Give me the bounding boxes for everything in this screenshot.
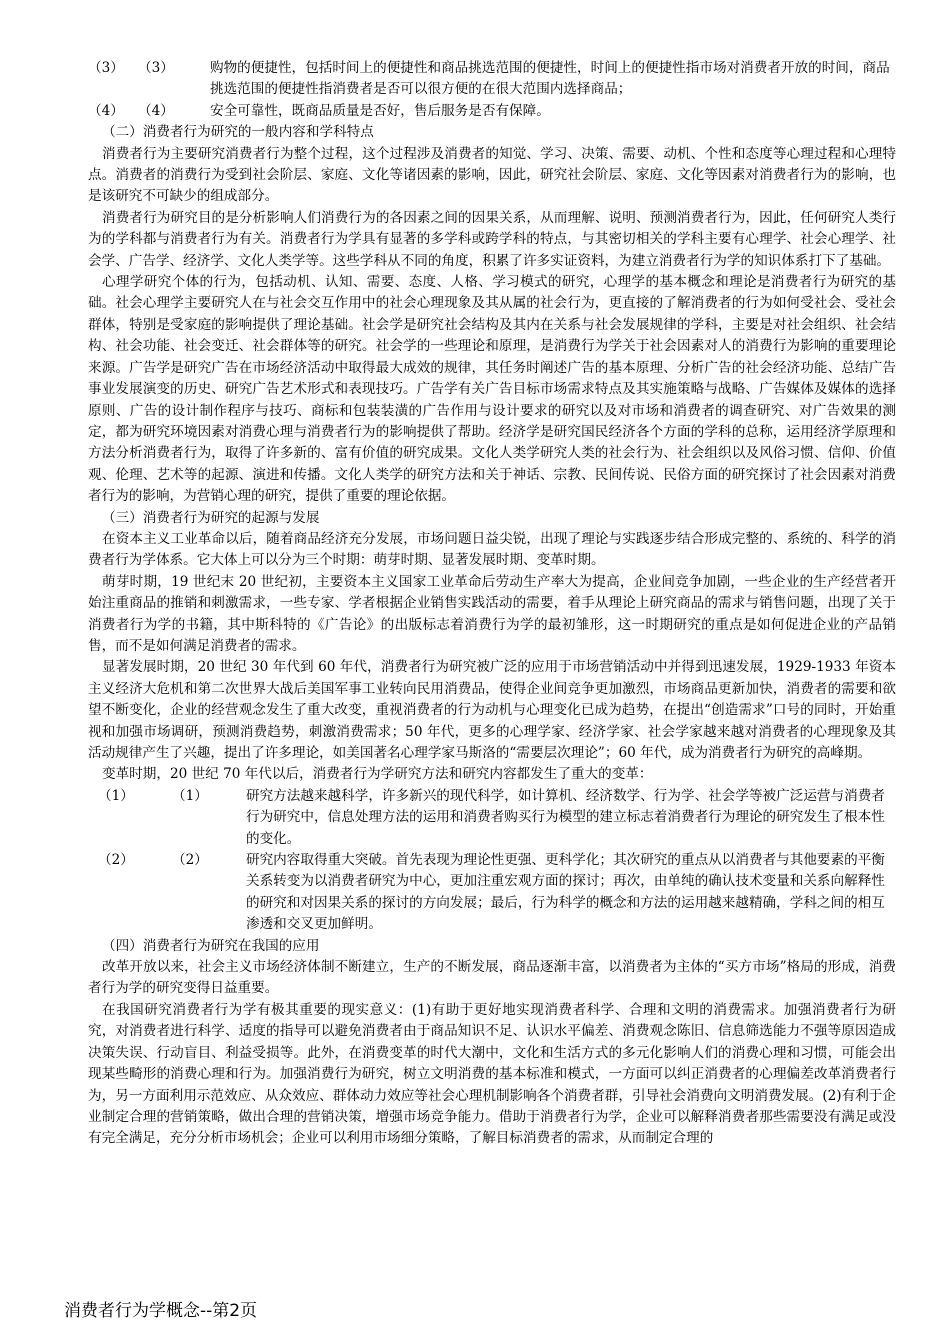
paragraph: 萌芽时期，19 世纪末 20 世纪初，主要资本主义国家工业革命后劳动生产率大为提高，企业间竞争加剧，一些企业的生产经营者开始注重商品的推销和刺激需求，一些专家、学者根据企业销售实践活动的需要，着手从理论上研究商品的需求与销售问题，出现了关于消费者行为学的书籍，其中斯科特的《广告论》的出版标志着消费行为学的最初雏形，这一时期研究的重点是如何促进企业的产品销售，而不是如何满足消费者的需求。 <box>88 573 896 654</box>
item-number: （4） <box>88 102 124 119</box>
list-item <box>88 58 896 101</box>
item-text: 研究内容取得重大突破。首先表现为理论性更强、更科学化；其次研究的重点从以消费者与其他要素的平衡关系转变为以消费者研究为中心，更加注重宏观方面的探讨；再次，由单纯的确认技术变量和关系向解释性的研究和对因果关系的探讨的方向发展；最后，行为科学的概念和方法的运用越来越精确，学科之间的相互渗透和交叉更加鲜明。 <box>246 852 885 933</box>
paragraph: 在我国研究消费者行为学有极其重要的现实意义：(1)有助于更好地实现消费者科学、合理和文明的消费需求。加强消费者行为研究，对消费者进行科学、适度的指导可以避免消费者由于商品知识不足、认识水平偏差、消费观念陈旧、信息筛选能力不强等原因造成决策失误、行动盲目、利益受损等。此外，在消费变革的时代大潮中，文化和生活方式的多元化影响人们的消费心理和习惯，可能会出现某些畸形的消费心理和行为。加强消费行为研究，树立文明消费的基本标准和模式，一方面可以纠正消费者的心理偏差改革消费者行为，另一方面利用示范效应、从众效应、群体动力效应等社会心理机制影响各个消费者群，引导社会消费向文明消费发展。(2)有利于企业制定合理的营销策略，做出合理的营销决策，增强市场竞争能力。借助于消费者行为学，企业可以解释消费者那些需要没有满足或没有完全满足，充分分析市场机会；企业可以利用市场细分策略，了解目标消费者的需求，从而制定合理的 <box>88 1001 896 1147</box>
item-number-duplicate: （1） <box>172 787 208 804</box>
item-number: （1） <box>98 787 134 804</box>
item-number-duplicate: （2） <box>172 852 208 869</box>
item-text: 研究方法越来越科学，许多新兴的现代科学，如计算机、经济数学、行为学、社会学等被广泛运营与消费者行为研究中，信息处理方法的运用和消费者购买行为模型的建立标志着消费者行为理论的研究发生了根本性的变化。 <box>246 787 885 847</box>
section-heading: （二）消费者行为研究的一般内容和学科特点 <box>102 124 374 141</box>
list-item <box>88 101 896 122</box>
list-item <box>88 850 896 936</box>
paragraph: 变革时期，20 世纪 70 年代以后，消费者行为学研究方法和研究内容都发生了重大的变革： <box>102 766 653 783</box>
section-heading: （三）消费者行为研究的起源与发展 <box>102 509 320 526</box>
item-number-duplicate: （3） <box>138 60 174 76</box>
paragraph: 改革开放以来，社会主义市场经济体制不断建立，生产的不断发展，商品逐渐丰富，以消费者为主体的“买方市场”格局的形成，消费者行为学的研究变得日益重要。 <box>88 959 896 997</box>
page-footer: 消费者行为学概念--第2页 <box>64 1301 258 1321</box>
paragraph: 显著发展时期，20 世纪 30 年代到 60 年代，消费者行为研究被广泛的应用于市场营销活动中并得到迅速发展，1929-1933 年资本主义经济大危机和第二次世界大战后美国军事工业转向民用消费品，使得企业间竞争更加激烈，市场商品更新加快，消费者的需要和欲望不断变化，企业的经营观念发生了重大改变，重视消费者的行为动机与心理变化已成为趋势，在提出“创造需求”口号的同时，开始重视和加强市场调研，预测消费趋势，刺激消费需求；50 年代，更多的心理学家、经济学家、社会学家越来越对消费者的心理现象及其活动规律产生了兴趣，提出了许多理论，如美国著名心理学家马斯洛的“需要层次理论”；60 年代，成为消费者行为研究的高峰期。 <box>88 659 896 761</box>
item-number-duplicate: （4） <box>138 102 174 119</box>
list-item <box>88 786 896 850</box>
paragraph: 消费者行为研究目的是分析影响人们消费行为的各因素之间的因果关系，从而理解、说明、预测消费者行为，因此，任何研究人类行为的学科都与消费者行为有关。消费者行为学具有显著的多学科或跨学科的特点，与其密切相关的学科主要有心理学、社会心理学、社会学、广告学、经济学、文化人类学等。这些学科从不同的角度，积累了许多实证资料，为建立消费者行为学的知识体系打下了基础。 <box>88 209 896 269</box>
paragraph: 消费者行为主要研究消费者行为整个过程，这个过程涉及消费者的知觉、学习、决策、需要、动机、个性和态度等心理过程和心理特点。消费者的消费行为受到社会阶层、家庭、文化等诸因素的影响，因此，研究社会阶层、家庭、文化等因素对消费者行为的影响，也是该研究不可缺少的组成部分。 <box>88 145 896 205</box>
paragraph: 心理学研究个体的行为，包括动机、认知、需要、态度、人格、学习模式的研究，心理学的基本概念和理论是消费者行为研究的基础。社会心理学主要研究人在与社会交互作用中的社会心理现象及其从属的社会行为，更直接的了解消费者的行为如何受社会、受社会群体，特别是受家庭的影响提供了理论基础。社会学是研究社会结构及其内在关系与社会发展规律的学科，主要是对社会组织、社会结构、社会功能、社会变迁、社会群体等的研究。社会学的一些理论和原理，是消费行为学关于社会因素对人的消费行为影响的重要理论来源。广告学是研究广告在市场经济活动中取得最大成效的规律，其任务时阐述广告的基本原理、分析广告的社会经济功能、总结广告事业发展演变的历史、研究广告艺术形式和表现技巧。广告学有关广告目标市场需求特点及其实施策略与战略、广告媒体及媒体的选择原则、广告的设计制作程序与技巧、商标和包装装潢的广告作用与设计要求的研究以及对市场和消费者的调查研究、对广告效果的测定，都为研究环境因素对消费心理与消费者行为的影响提供了帮助。经济学是研究国民经济各个方面的学科的总称，运用经济学原理和方法分析消费者行为，取得了许多新的、富有价值的研究成果。文化人类学研究人类的社会行为、社会组织以及风俗习惯、信仰、价值观、伦理、艺术等的起源、演进和传播。文化人类学的研究方法和关于神话、宗教、民间传说、民俗方面的研究探讨了社会因素对消费者行为的影响，为营销心理的研究，提供了重要的理论依据。 <box>88 274 896 505</box>
item-text: 购物的便捷性，包括时间上的便捷性和商品挑选范围的便捷性，时间上的便捷性指市场对消费者开放的时间，商品挑选范围的便捷性指消费者是否可以很方便的在很大范围内选择商品； <box>210 60 890 98</box>
paragraph: 在资本主义工业革命以后，随着商品经济充分发展，市场问题日益尖锐，出现了理论与实践逐步结合形成完整的、系统的、科学的消费者行为学体系。它大体上可以分为三个时期：萌芽时期、显著发展时期、变革时期。 <box>88 530 896 569</box>
item-number: （3） <box>88 60 124 76</box>
item-text: 安全可靠性，既商品质量是否好，售后服务是否有保障。 <box>210 102 550 119</box>
section-heading: （四）消费者行为研究在我国的应用 <box>102 937 320 954</box>
item-number: （2） <box>98 852 134 869</box>
page-content <box>88 58 896 1150</box>
